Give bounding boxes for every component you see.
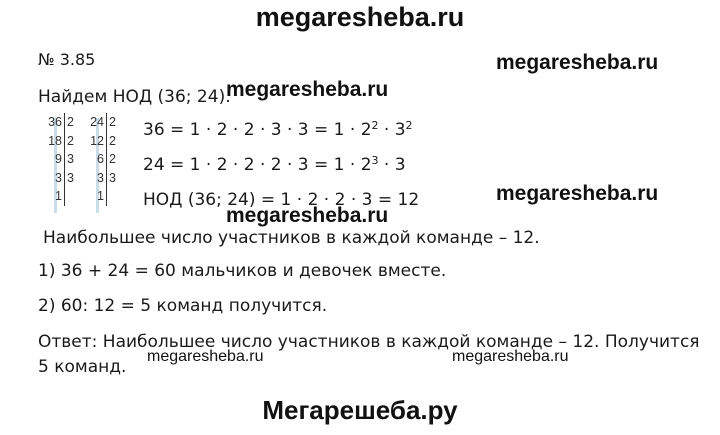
equation-gcd: НОД (36; 24) = 1 · 2 · 2 · 3 = 12 <box>143 190 420 210</box>
problem-number: № 3.85 <box>38 50 96 69</box>
max-participants-text: Наибольшее число участников в каждой команде – 12. <box>43 228 540 248</box>
answer-line-1: Ответ: Наибольшее число участников в каждой команде – 12. Получится <box>38 332 700 352</box>
site-header: megaresheba.ru <box>255 2 465 32</box>
watermark-mid-left: megaresheba.ru <box>226 78 389 101</box>
watermark-mid-right: megaresheba.ru <box>496 182 659 205</box>
watermark-bottom-left: megaresheba.ru <box>147 348 264 365</box>
watermark-center: megaresheba.ru <box>226 204 389 227</box>
equation-36: $36 = 1 \cdot 2 \cdot 2 \cdot 3 \cdot 3 = 1 \cdot 2^2 \cdot 3^2$ <box>143 119 413 140</box>
watermark-top-right: megaresheba.ru <box>496 51 659 74</box>
watermark-bottom-right: megaresheba.ru <box>452 348 569 365</box>
step-2: 2) 60: 12 = 5 команд получится. <box>38 296 328 316</box>
intro-text: Найдем НОД (36; 24). <box>38 87 231 107</box>
answer-line-2: 5 команд. <box>38 357 127 377</box>
factorization-24: 24 2 12 2 6 2 3 3 1 <box>82 113 121 206</box>
step-1: 1) 36 + 24 = 60 мальчиков и девочек вместе. <box>38 261 447 281</box>
site-footer: Мегарешеба.ру <box>262 395 458 425</box>
factorization-36: 36 2 18 2 9 3 3 3 1 <box>40 113 79 206</box>
equation-24: $24 = 1 \cdot 2 \cdot 2 \cdot 2 \cdot 3 = 1 \cdot 2^3 \cdot 3$ <box>143 154 406 175</box>
